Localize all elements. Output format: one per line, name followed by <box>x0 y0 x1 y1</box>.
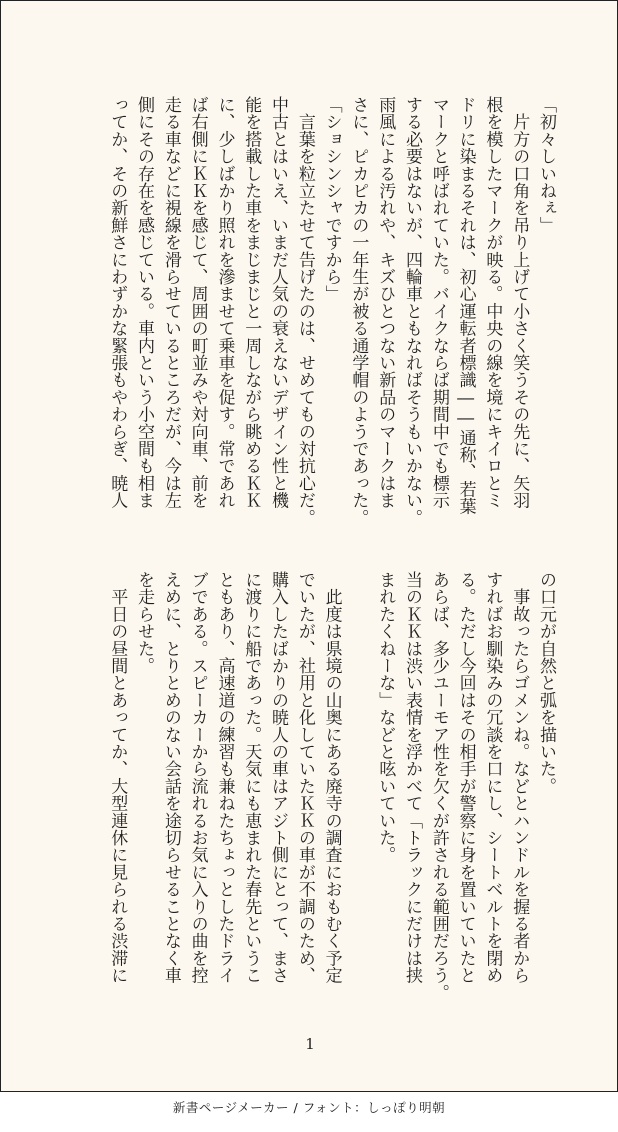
upper-text-block <box>103 96 559 536</box>
text-line: 言葉を粒立たせて告げたのは、せめてもの対抗心だ。 <box>294 96 315 526</box>
text-line: 走る車などに視線を滑らせているところだが、今は左 <box>160 96 181 509</box>
text-line: に渡りに船であった。天気にも恵まれた春先というこ <box>241 571 262 984</box>
text-line: ブである。スピーカーから流れるお気に入りの曲を控 <box>187 571 208 984</box>
text-line: に、少しばかり照れを滲ませて乗車を促す。常であれ <box>214 96 235 509</box>
footer-credit: 新書ページメーカー / フォント：しっぽり明朝 <box>172 1100 446 1115</box>
text-line: る。ただし今回はその相手が警察に身を置いていたと <box>455 571 476 984</box>
text-line: 購入したばかりの暁人の車はアジト側にとって、まさ <box>268 571 289 984</box>
text-line: ってか、その新鮮さにわずかな緊張もやわらぎ、暁人 <box>107 96 128 509</box>
text-line: さに、ピカピカの一年生が被る通学帽のようであった。 <box>348 96 369 526</box>
lower-text-block <box>103 571 559 1001</box>
page-number: 1 <box>305 1035 315 1053</box>
text-line: まれたくねーな」などと呟いていた。 <box>375 571 396 864</box>
text-line: 能を搭載した車をまじまじと一周しながら眺めるＫＫ <box>241 96 262 509</box>
text-line: 平日の昼間とあってか、大型連休に見られる渋滞に <box>107 571 128 984</box>
text-line: する必要はないが、四輪車ともなればそうもいかない。 <box>402 96 423 526</box>
text-line: 事故ったらゴメンね。などとハンドルを握る者から <box>509 571 530 984</box>
text-line: 雨風による汚れや、キズひとつない新品のマークはま <box>375 96 396 509</box>
text-line: の口元が自然と弧を描いた。 <box>536 571 556 795</box>
text-line: 当のＫＫは渋い表情を浮かべて「トラックにだけは挟 <box>402 571 423 984</box>
text-line: 「初々しいねぇ」 <box>536 96 556 234</box>
text-line: マークと呼ばれていた。バイクならば期間中でも標示 <box>428 96 449 509</box>
text-line: えめに、とりとめのない会話を途切らせることなく車 <box>160 571 181 984</box>
text-line: 側にその存在を感じている。車内という小空間も相ま <box>134 96 155 509</box>
text-line: あらば、多少ユーモア性を欠くが許される範囲だろう。 <box>428 571 449 1001</box>
text-line: 「ショシンシャですから」 <box>321 96 342 303</box>
text-line: を走らせた。 <box>134 571 155 675</box>
text-line: 根を模したマークが映る。中央の線を境にキイロとミ <box>482 96 503 509</box>
text-line: ドリに染まるそれは、初心運転者標識――通称、若葉 <box>455 96 476 515</box>
text-line: ともあり、高速道の練習も兼ねたちょっとしたドライ <box>214 571 235 984</box>
text-line: ば右側にＫＫを感じて、周囲の町並みや対向車、前を <box>187 96 208 509</box>
text-line <box>345 571 372 971</box>
text-line: 片方の口角を吊り上げて小さく笑うその先に、矢羽 <box>509 96 530 509</box>
text-line: でいたが、社用と化していたＫＫの車が不調のため、 <box>294 571 315 984</box>
text-line: すればお馴染みの冗談を口にし、シートベルトを閉め <box>482 571 503 984</box>
text-line: 中古とはいえ、いまだ人気の衰えないデザイン性と機 <box>268 96 289 509</box>
text-line: 此度は県境の山奥にある廃寺の調査におもむく予定 <box>321 571 342 984</box>
